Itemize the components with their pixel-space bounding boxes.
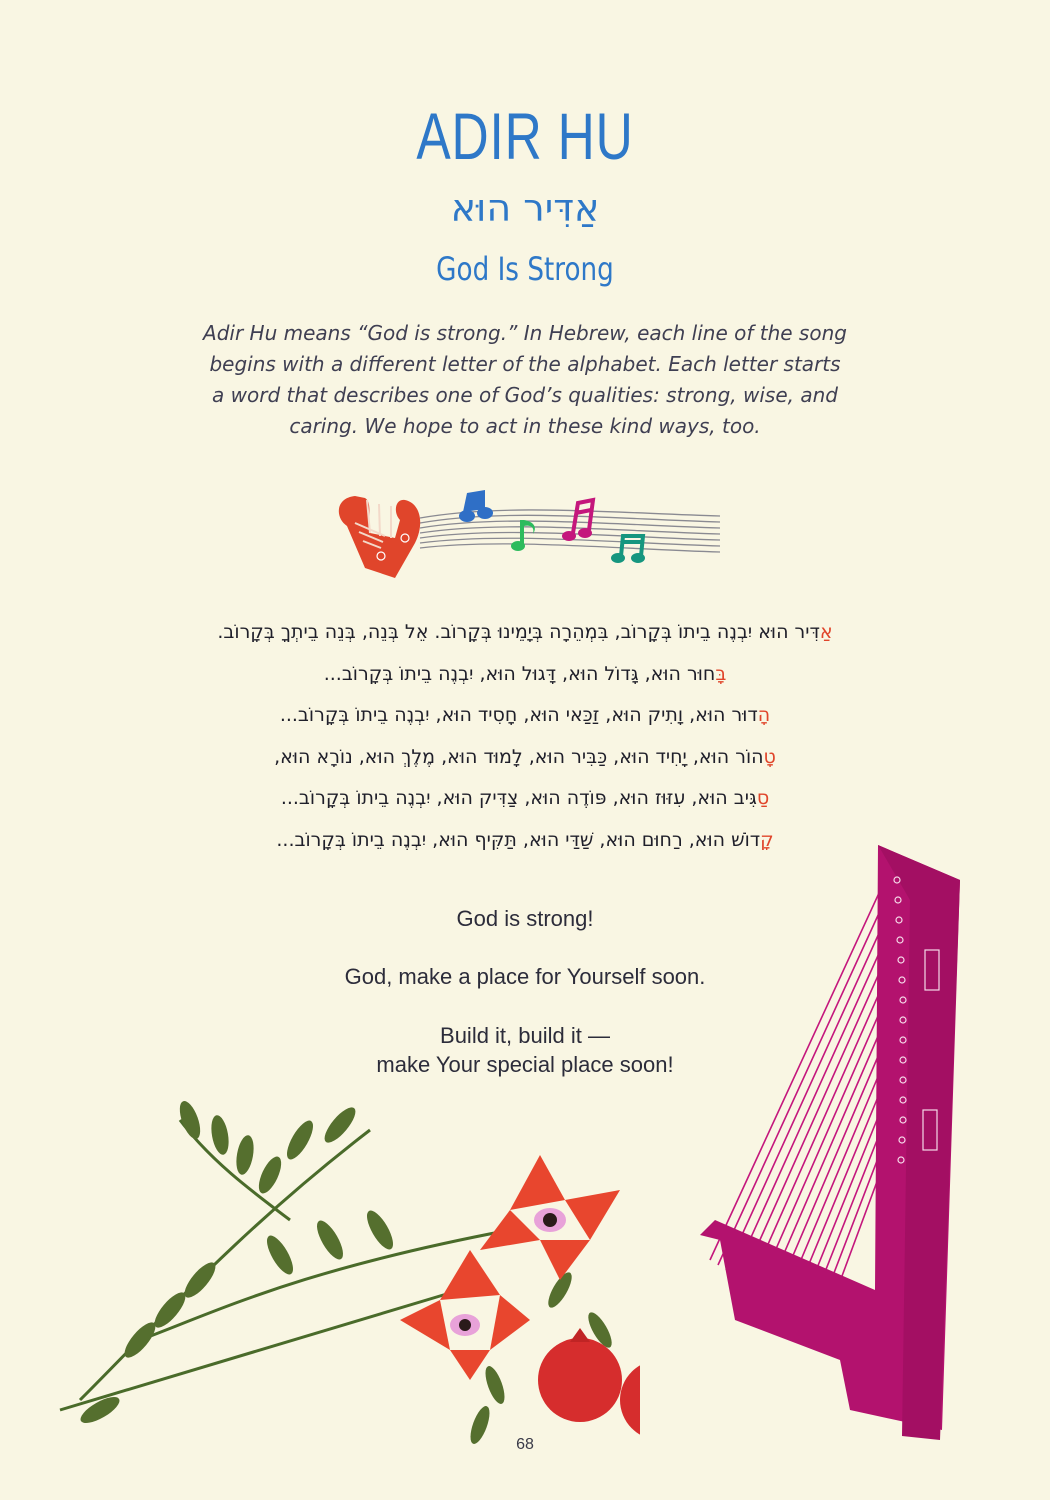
lyric-line xyxy=(90,695,960,737)
lyric-text: דוֹשׁ הוּא, רַחוּם הוּא, שַׁדַּי הוּא, תַּקִּיף הוּא, יִבְנֶה בֵיתוֹ בְּקָרוֹב... xyxy=(276,828,761,851)
music-note-icon xyxy=(562,500,593,541)
english-line xyxy=(250,1021,800,1079)
lyric-text: דִּיר הוּא יִבְנֶה בֵיתוֹ בְּקָרוֹב, בִּמְהֵרָה בְּיָמֵינוּ בְּקָרוֹב. אֵל בְּנֵה, בְּנֵה בֵיתְךָ בְּקָרוֹב. xyxy=(217,621,820,643)
lyric-initial-letter: קָ xyxy=(760,828,774,851)
intro-line: begins with a different letter of the alphabet. Each letter starts xyxy=(209,352,841,376)
lyre-music-illustration xyxy=(325,478,725,588)
olive-leaves xyxy=(77,1098,616,1446)
lyric-initial-letter: בָּ xyxy=(715,662,727,685)
pomegranate-icon xyxy=(620,1360,640,1440)
intro-line: Adir Hu means “God is strong.” In Hebrew, each line of the song xyxy=(203,321,847,345)
page-subtitle: God Is Strong xyxy=(436,250,614,288)
page-number: 68 xyxy=(516,1436,534,1453)
english-line-part: make Your special place soon! xyxy=(376,1052,674,1077)
lyric-line xyxy=(90,612,960,654)
english-line-part: Build it, build it — xyxy=(440,1023,610,1048)
lyric-text: חוּר הוּא, גָּדוֹל הוּא, דָּגוּל הוּא, יִבְנֶה בֵיתוֹ בְּקָרוֹב... xyxy=(323,662,716,685)
music-note-icon xyxy=(511,520,535,551)
intro-line: a word that describes one of God’s qualities: strong, wise, and xyxy=(212,383,838,407)
english-line: God, make a place for Yourself soon. xyxy=(344,964,706,989)
lyric-initial-letter: סַ xyxy=(756,787,770,809)
intro-line: caring. We hope to act in these kind ways, too. xyxy=(289,414,761,438)
lyric-line xyxy=(90,778,960,820)
lyric-line xyxy=(90,737,960,779)
lyre-icon xyxy=(339,496,420,578)
flower-icon xyxy=(480,1155,620,1280)
floral-illustration xyxy=(40,1080,640,1460)
lyric-line xyxy=(90,654,960,696)
lyric-initial-letter: הָ xyxy=(757,704,771,726)
lyric-text: דוּר הוּא, וָתִיק הוּא, זַכַּאי הוּא, חָסִיד הוּא, יִבְנֶה בֵיתוֹ בְּקָרוֹב... xyxy=(279,704,758,726)
english-line: God is strong! xyxy=(456,906,594,931)
music-note-icon xyxy=(611,536,645,563)
flower-icon xyxy=(400,1250,530,1380)
hebrew-title: אַדִּיר הוּא xyxy=(450,186,600,230)
intro-paragraph xyxy=(180,318,870,442)
lyric-initial-letter: טָ xyxy=(763,745,776,768)
lyric-text: גִּיב הוּא, עִזּוּז הוּא, פּוֹדֶה הוּא, צַדִּיק הוּא, יִבְנֶה בֵיתוֹ בְּקָרוֹב... xyxy=(280,787,757,809)
lyric-initial-letter: אַ xyxy=(819,621,833,643)
lyric-text: הוֹר הוּא, יָחִיד הוּא, כַּבִּיר הוּא, לָמוּד הוּא, מֶלֶךְ הוּא, נוֹרָא הוּא, xyxy=(274,745,764,768)
page-title: ADIR HU xyxy=(416,99,634,173)
hebrew-lyrics xyxy=(90,612,960,861)
